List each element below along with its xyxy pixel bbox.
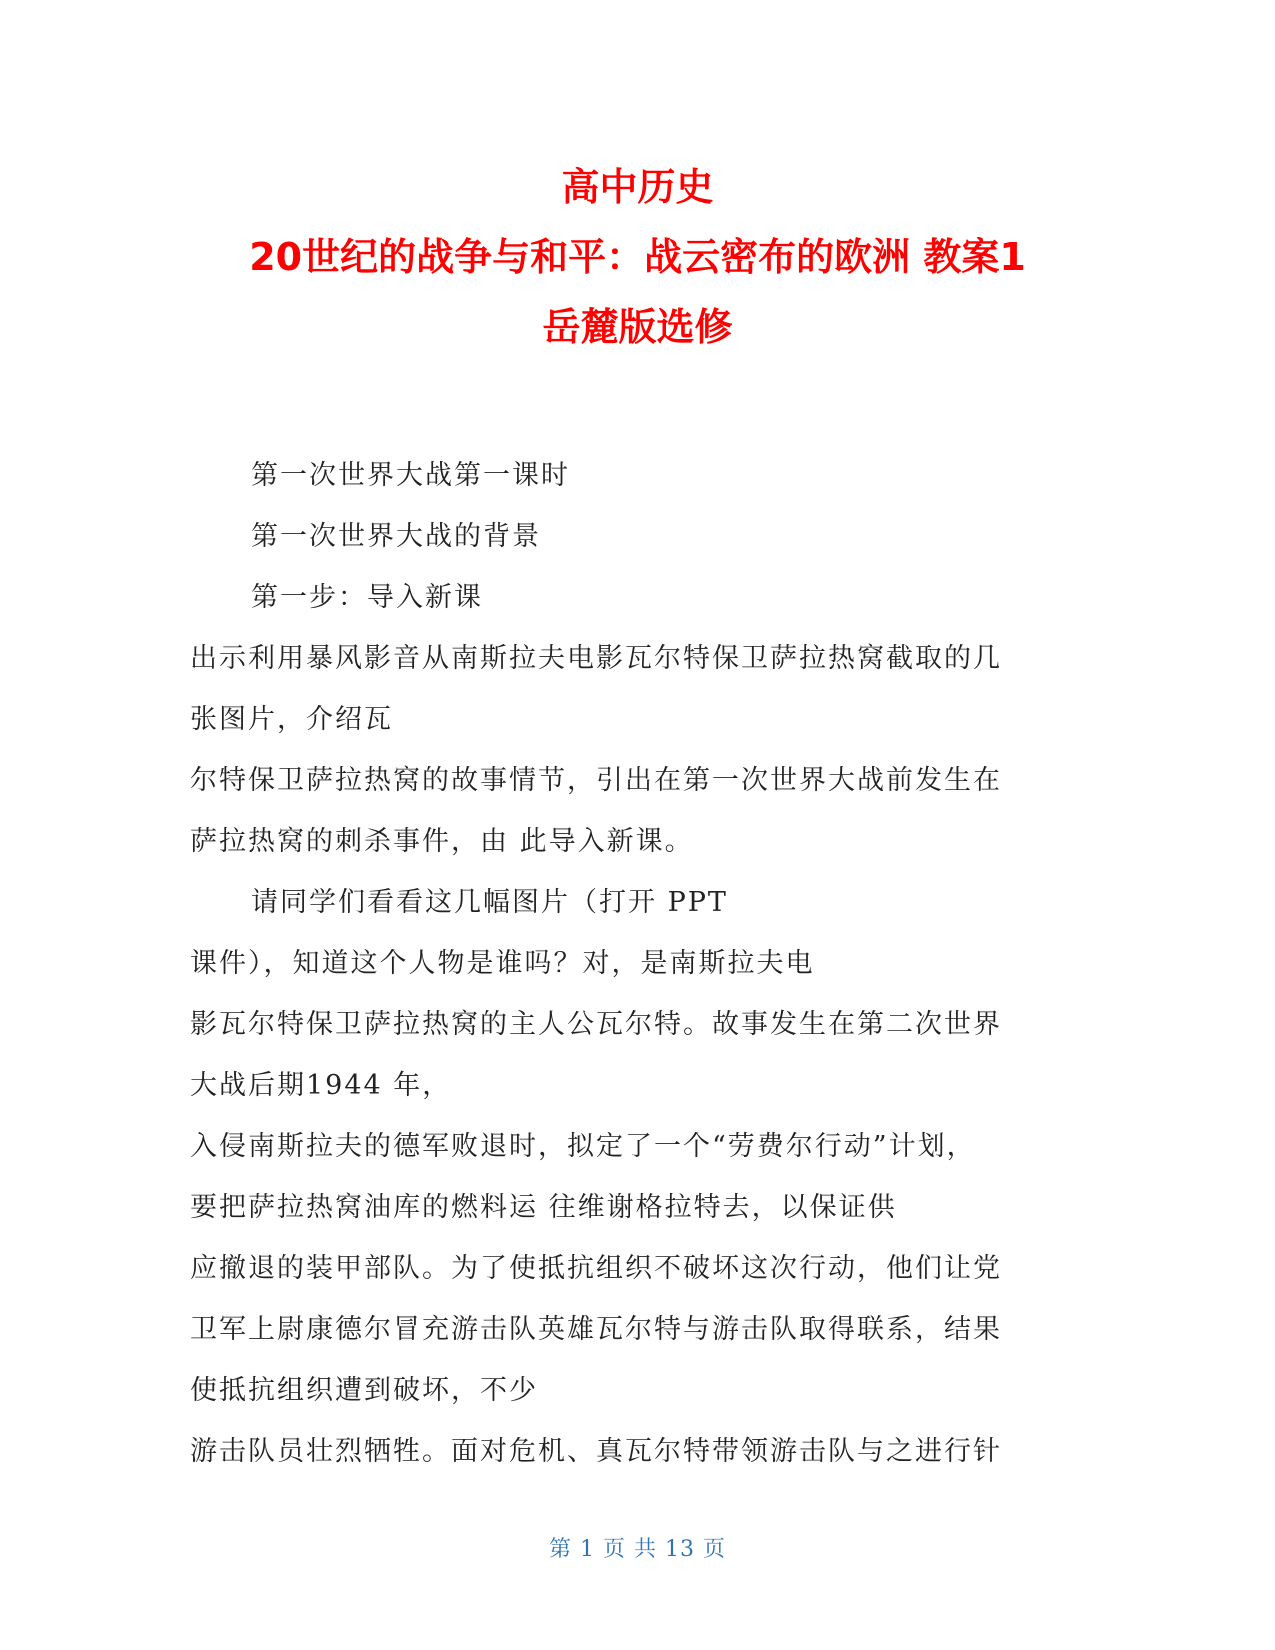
page-number-footer: 第 1 页 共 13 页 xyxy=(549,1537,726,1562)
title-line-2: 20世纪的战争与和平：战云密布的欧洲 教案1 xyxy=(249,235,1026,279)
document-body xyxy=(190,445,1085,1482)
body-line: 入侵南斯拉夫的德军败退时，拟定了一个“劳费尔行动”计划， xyxy=(190,1131,976,1162)
body-line: 卫军上尉康德尔冒充游击队英雄瓦尔特与游击队取得联系，结果 xyxy=(190,1314,1002,1345)
title-line-3: 岳麓版选修 xyxy=(542,305,733,349)
body-line: 使抵抗组织遭到破坏，不少 xyxy=(190,1375,538,1406)
body-line: 张图片，介绍瓦 xyxy=(190,704,393,735)
body-line: 请同学们看看这几幅图片（打开 PPT xyxy=(251,887,728,918)
body-line: 游击队员壮烈牺牲。面对危机、真瓦尔特带领游击队与之进行针 xyxy=(190,1436,1002,1467)
body-line: 要把萨拉热窝油库的燃料运 往维谢格拉特去，以保证供 xyxy=(190,1192,897,1223)
body-line: 应撤退的装甲部队。为了使抵抗组织不破坏这次行动，他们让党 xyxy=(190,1253,1002,1284)
body-line: 大战后期1944 年， xyxy=(190,1070,452,1101)
title-line-1: 高中历史 xyxy=(561,165,714,209)
body-line: 尔特保卫萨拉热窝的故事情节，引出在第一次世界大战前发生在 xyxy=(190,765,1002,796)
body-line: 萨拉热窝的刺杀事件，由 此导入新课。 xyxy=(190,826,694,857)
body-line: 出示利用暴风影音从南斯拉夫电影瓦尔特保卫萨拉热窝截取的几 xyxy=(190,643,1002,674)
body-line: 第一次世界大战第一课时 xyxy=(251,460,570,491)
body-line: 影瓦尔特保卫萨拉热窝的主人公瓦尔特。故事发生在第二次世界 xyxy=(190,1009,1002,1040)
body-line: 第一步：导入新课 xyxy=(251,582,483,613)
document-title xyxy=(0,152,1275,362)
body-line: 课件），知道这个人物是谁吗？对，是南斯拉夫电 xyxy=(190,948,815,979)
body-line: 第一次世界大战的背景 xyxy=(251,521,541,552)
